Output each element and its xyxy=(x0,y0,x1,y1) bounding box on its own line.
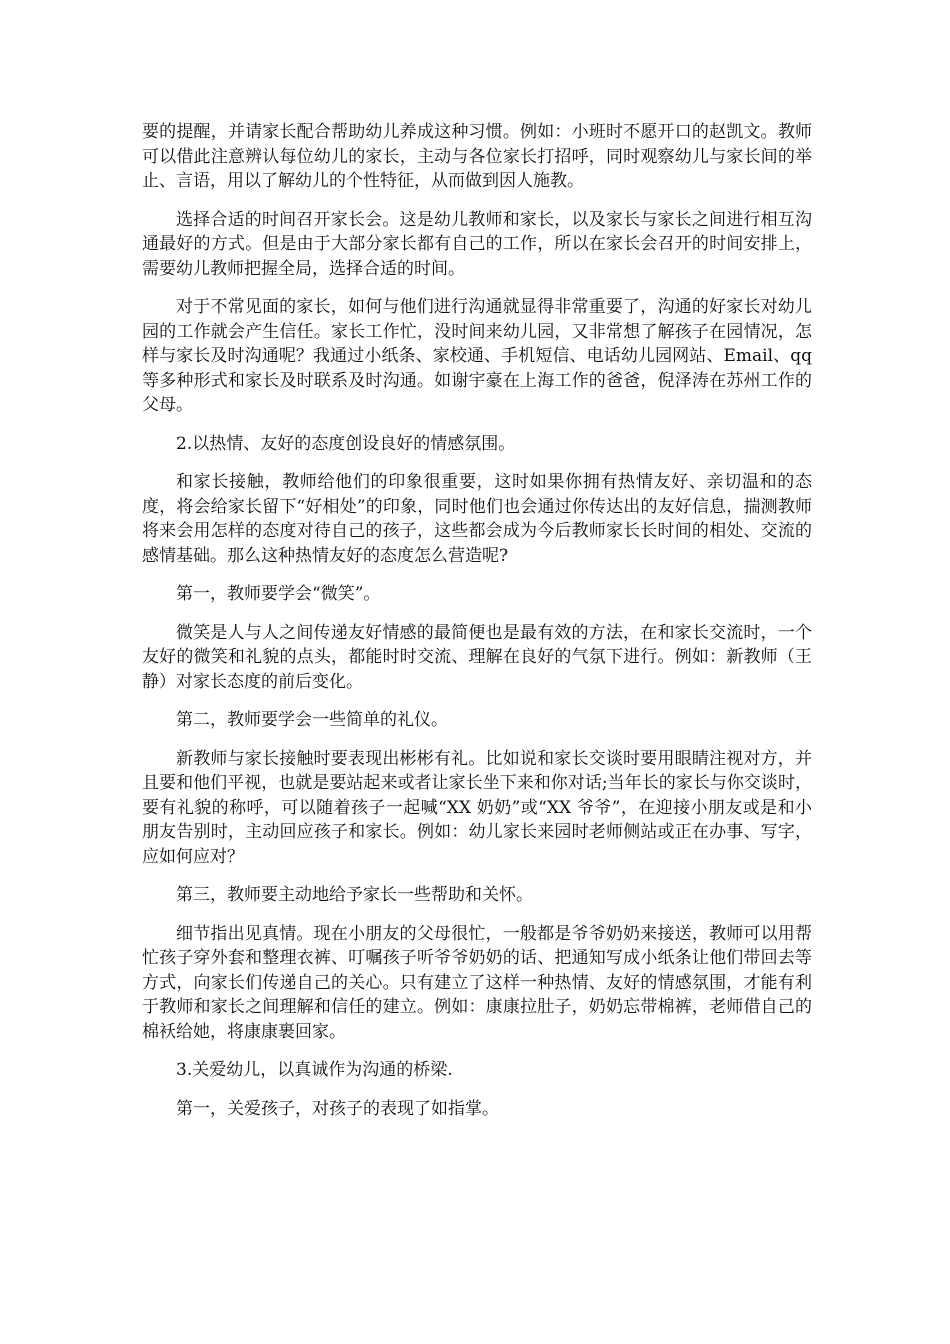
paragraph-smile: 微笑是人与人之间传递友好情感的最简便也是最有效的方法，在和家长交流时，一个友好的微笑和礼貌的点头，都能时时交流、理解在良好的气氛下进行。例如：新教师（王静）对家长态度的前后变化。 xyxy=(142,622,812,692)
section-heading-2: 2.以热情、友好的态度创设良好的情感氛围。 xyxy=(176,433,516,454)
subheading-smile: 第一，教师要学会“微笑”。 xyxy=(176,584,381,604)
paragraph-friendly-attitude: 和家长接触，教师给他们的印象很重要，这时如果你拥有热情友好、亲切温和的态度，将会给家长留下“好相处”的印象，同时他们也会通过你传达出的友好信息，揣测教师将来会用怎样的态度对待自己的孩子，这些都会成为今后教师家长长时间的相处、交流的感情基础。那么这种热情友好的态度怎么营造呢? xyxy=(142,472,812,566)
paragraph-communication-methods: 对于不常见面的家长，如何与他们进行沟通就显得非常重要了，沟通的好家长对幼儿园的工作就会产生信任。家长工作忙，没时间来幼儿园，又非常想了解孩子在园情况，怎样与家长及时沟通呢？我通过小纸条、家校通、手机短信、电话幼儿园网站、Email、qq 等多种形式和家长及时联系及时沟通。如谢宇豪在上海工作的爸爸，倪泽涛在苏州工作的父母。 xyxy=(142,297,812,415)
paragraph-continued: 要的提醒，并请家长配合帮助幼儿养成这种习惯。例如：小班时不愿开口的赵凯文。教师可以借此注意辨认每位幼儿的家长，主动与各位家长打招呼，同时观察幼儿与家长间的举止、言语，用以了解幼儿的个性特征，从而做到因人施教。 xyxy=(142,122,812,191)
paragraph-etiquette: 新教师与家长接触时要表现出彬彬有礼。比如说和家长交谈时要用眼睛注视对方，并且要和他们平视，也就是要站起来或者让家长坐下来和你对话;当年长的家长与你交谈时，要有礼貌的称呼，可以随着孩子一起喊“XX 奶奶”或“XX 爷爷”，在迎接小朋友或是和小朋友告别时，主动回应孩子和家长。例如：幼儿家长来园时老师侧站或正在办事、写字，应如何应对？ xyxy=(142,748,812,867)
subheading-care-children: 第一，关爱孩子，对孩子的表现了如指掌。 xyxy=(176,1098,499,1119)
subheading-etiquette: 第二，教师要学会一些简单的礼仪。 xyxy=(176,710,448,730)
paragraph-parent-meeting: 选择合适的时间召开家长会。这是幼儿教师和家长，以及家长与家长之间进行相互沟通最好的方式。但是由于大部分家长都有自己的工作，所以在家长会召开的时间安排上，需要幼儿教师把握全局，选择合适的时间。 xyxy=(142,209,812,279)
section-heading-3: 3.关爱幼儿，以真诚作为沟通的桥梁. xyxy=(176,1060,453,1080)
paragraph-care: 细节指出见真情。现在小朋友的父母很忙，一般都是爷爷奶奶来接送，教师可以用帮忙孩子穿外套和整理衣裤、叮嘱孩子听爷爷奶奶的话、把通知写成小纸条让他们带回去等方式，向家长们传递自己的关心。只有建立了这样一种热情、友好的情感氛围，才能有利于教师和家长之间理解和信任的建立。例如：康康拉肚子，奶奶忘带棉裤，老师借自己的棉袄给她，将康康裹回家。 xyxy=(142,923,812,1042)
subheading-care: 第三，教师要主动地给予家长一些帮助和关怀。 xyxy=(176,885,533,905)
document-body xyxy=(142,120,812,1135)
